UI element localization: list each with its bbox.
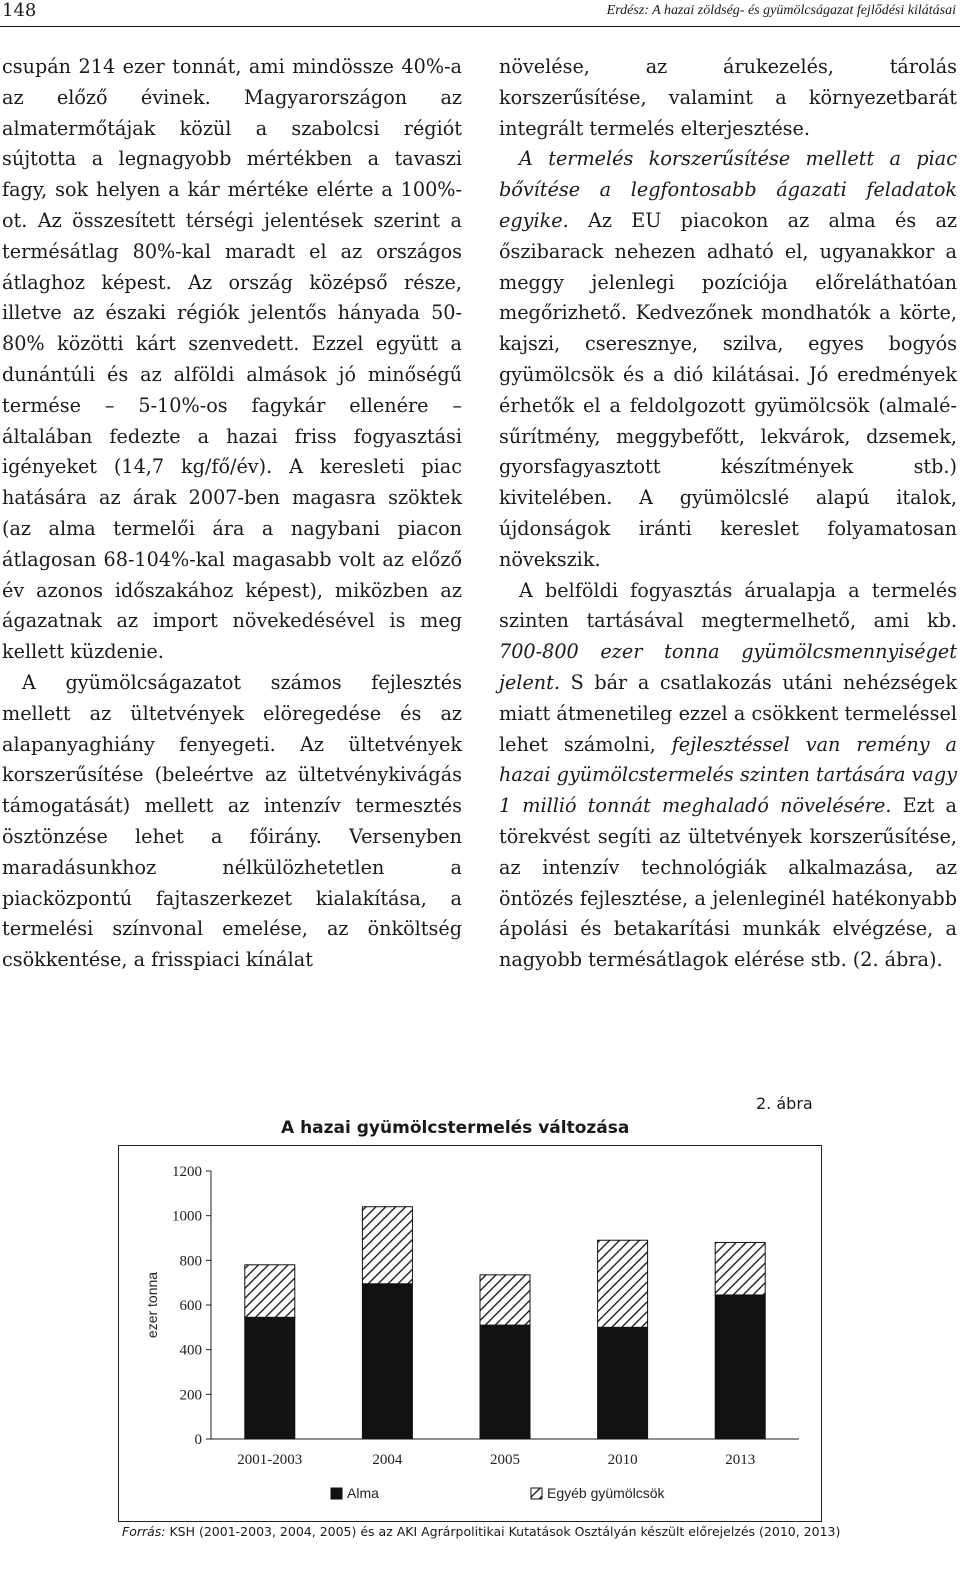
bar-alma-2 [480,1325,530,1439]
right-paragraph-2-text: Az EU piacokon az alma és az őszibarack nehezen adható el, ugyanakkor a meggy jelenlegi pozíciója előreláthatóan megőrizhető. Kedvezőnek mondhatók a körte, kajszi, cseresznye, szilva, egyes bogyós gyümölcsök és a dió kilátásai. Jó eredmények érhetők el a feldolgozott gyümölcsök (almalé-sűrítmény, meggybefőtt, lekvárok, dzsemek, gyorsfagyasztott készítmények stb.) kivitelében. A gyümölcslé alapú italok, újdonságok iránti kereslet folyamatosan növekszik. [499,208,957,571]
figure-label: 2. ábra [756,1094,813,1113]
figure-source [122,1522,882,1541]
y-tick-label: 1000 [172,1208,202,1225]
left-column [2,52,462,976]
right-paragraph-3 [499,576,957,976]
right-paragraph-2 [499,144,957,575]
figure-title: A hazai gyümölcstermelés változása [281,1118,630,1138]
x-tick-label: 2001-2003 [237,1452,303,1468]
bar-egyeb-2 [480,1275,530,1325]
right-paragraph-3-text-c: Ezt a törekvést segíti az ültetvények korszerűsítése, az intenzív technológiák alkalmazása, az öntözés fejlesztése, a jelenleginél hatékonyabb ápolási és betakarítási munkák elvégzése, a nagyobb termésátlagok elérése stb. (2. ábra). [499,794,957,972]
bar-alma-4 [715,1295,765,1439]
left-paragraph-1: csupán 214 ezer tonnát, ami mindössze 40%-a az előző évinek. Magyarországon az almatermőtájak közül a szabolcsi régiót sújtotta a legnagyobb mértékben a tavaszi fagy, sok helyen a kár mértéke elérte a 100%-ot. Az összesített térségi jelentések szerint a termésátlag 80%-kal maradt el az országos átlaghoz képest. Az ország középső része, illetve az északi régiók jelentős hányada 50-80% közötti kárt szenvedett. Ezzel együtt a dunántúli és az alföldi almások jó minőségű termése – 5-10%-os fagykár ellenére – általában fedezte a hazai friss fogyasztási igényeket (14,7 kg/fő/év). A keresleti piac hatására az árak 2007-ben magasra szöktek (az alma termelői ára a nagybani piacon átlagosan 68-104%-kal magasabb volt az előző év azonos időszakához képest), miközben az ágazatnak az import növekedésével is meg kellett küzdenie. [2,55,462,664]
right-paragraph-3-emphasis-1: 700-800 ezer tonna gyümölcsmennyiséget jelent. [499,640,957,694]
bar-egyeb-0 [245,1265,295,1317]
bar-egyeb-4 [715,1242,765,1294]
bar-egyeb-3 [598,1240,648,1327]
bar-alma-3 [598,1327,648,1439]
y-tick-label: 400 [179,1342,202,1359]
left-paragraph-2: A gyümölcságazatot számos fejlesztés mellett az ültetvények elöregedése és az alapanyaghiány fenyegeti. Az ültetvények korszerűsítése (beleértve az ültetvénykivágás támogatását) mellett az intenzív termesztés ösztönzése lehet a főirány. Versenyben maradásunkhoz nélkülözhetetlen a piacközpontú fajtaszerkezet kialakítása, a termelési színvonal emelése, az önköltség csökkentése, a frisspiaci kínálat [2,670,462,972]
y-tick-label: 0 [194,1432,202,1448]
legend-swatch-alma [331,1488,342,1499]
right-paragraph-3-text-b: S bár a csatlakozás utáni nehézségek miatt átmenetileg ezzel a csökkent termeléssel lehet számolni, [499,670,957,756]
page-header [0,0,960,27]
bar-egyeb-1 [362,1207,412,1284]
page-number: 148 [2,0,37,21]
x-tick-label: 2004 [372,1452,403,1468]
bar-alma-1 [362,1284,412,1439]
right-paragraph-1: növelése, az árukezelés, tárolás korszerűsítése, valamint a környezetbarát integrált termelés elterjesztése. [499,55,957,140]
y-tick-label: 200 [179,1387,202,1404]
y-axis-title: ezer tonna [144,1271,160,1339]
x-tick-label: 2013 [725,1452,756,1468]
y-tick-label: 1200 [172,1164,202,1180]
legend-swatch-egyeb [531,1488,542,1499]
right-column [499,52,957,976]
x-tick-label: 2010 [607,1452,638,1468]
source-text: KSH (2001-2003, 2004, 2005) és az AKI Agrárpolitikai Kutatások Osztályán készült előrejelzés (2010, 2013) [165,1524,841,1539]
source-label: Forrás: [122,1524,166,1539]
bar-chart [119,1146,821,1521]
right-paragraph-2-emphasis: A termelés korszerűsítése mellett a piac bővítése a legfontosabb ágazati feladatok egyike. [499,147,957,232]
right-paragraph-3-emphasis-2: fejlesztéssel van remény a hazai gyümölcstermelés szinten tartására vagy 1 millió tonnát meghaladó növelésére. [499,732,957,818]
legend-label-egyeb: Egyéb gyümölcsök [547,1485,665,1501]
y-tick-label: 800 [179,1253,202,1270]
right-paragraph-3-text-a: A belföldi fogyasztás árualapja a termelés szinten tartásával megtermelhető, ami kb. [499,578,957,633]
chart-frame [118,1145,822,1522]
legend-label-alma: Alma [347,1485,379,1501]
bar-alma-0 [245,1317,295,1439]
running-head: Erdész: A hazai zöldség- és gyümölcságazat fejlődési kilátásai [606,3,956,18]
y-tick-label: 600 [179,1298,202,1314]
x-tick-label: 2005 [490,1452,520,1468]
